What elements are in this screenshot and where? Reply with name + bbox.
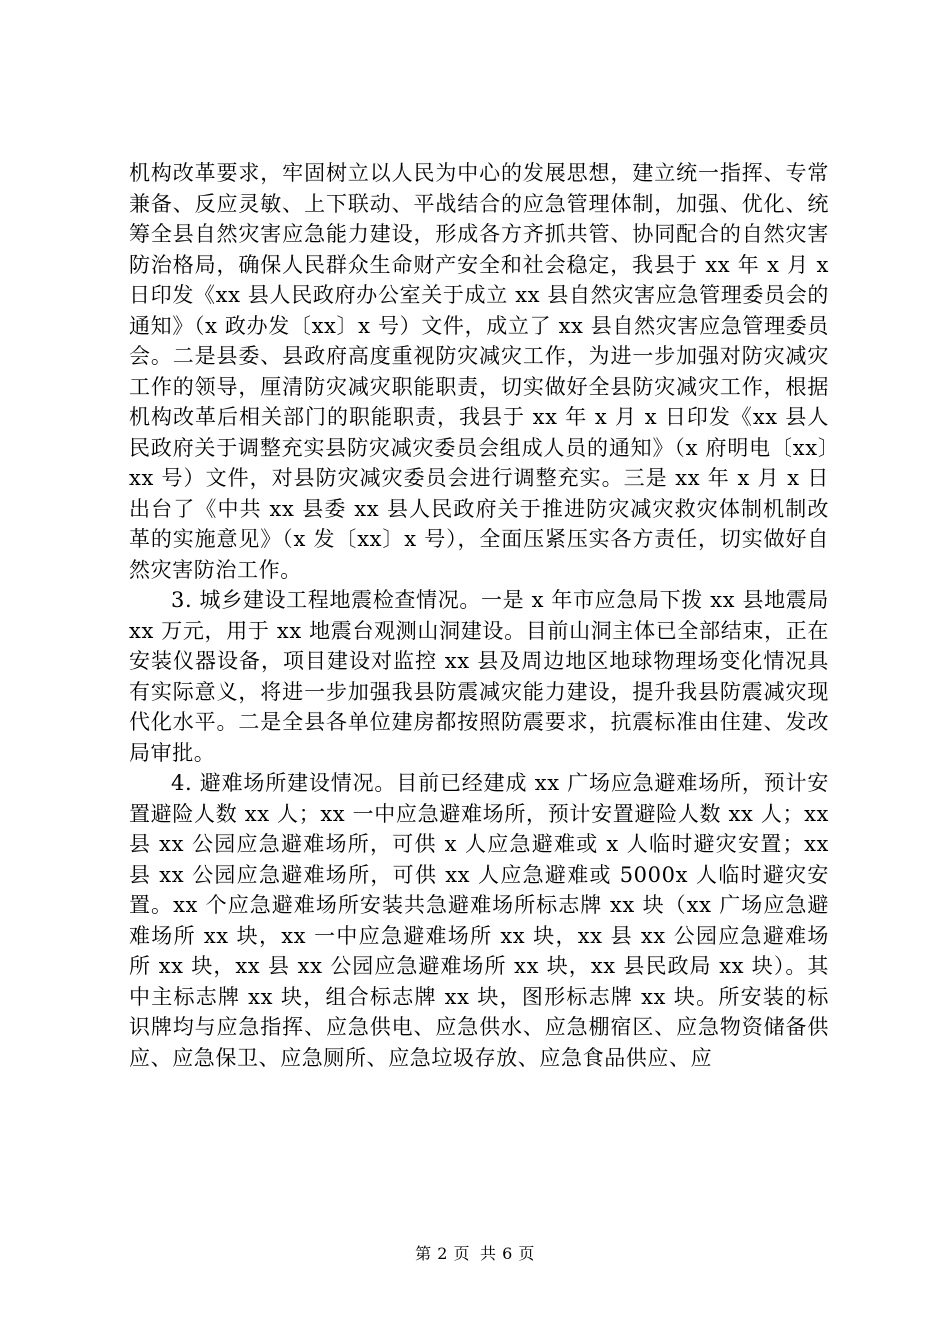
- document-body: [129, 158, 829, 1073]
- paragraph-1: 机构改革要求，牢固树立以人民为中心的发展思想，建立统一指挥、专常兼备、反应灵敏、上下联动、平战结合的应急管理体制，加强、优化、统筹全县自然灾害应急能力建设，形成各方齐抓共管、协同配合的自然灾害防治格局，确保人民群众生命财产安全和社会稳定，我县于 xx 年 x 月 x 日印发《xx 县人民政府办公室关于成立 xx 县自然灾害应急管理委员会的通知》（x 政办发〔xx〕x 号）文件，成立了 xx 县自然灾害应急管理委员会。二是县委、县政府高度重视防灾减灾工作，为进一步加强对防灾减灾工作的领导，厘清防灾减灾职能职责，切实做好全县防灾减灾工作，根据机构改革后相关部门的职能职责，我县于 xx 年 x 月 x 日印发《xx 县人民政府关于调整充实县防灾减灾委员会组成人员的通知》（x 府明电〔xx〕xx 号）文件，对县防灾减灾委员会进行调整充实。三是 xx 年 x 月 x 日出台了《中共 xx 县委 xx 县人民政府关于推进防灾减灾救灾体制机制改革的实施意见》（x 发〔xx〕x 号），全面压紧压实各方责任，切实做好自然灾害防治工作。: [129, 161, 829, 582]
- paragraph-2: 3. 城乡建设工程地震检查情况。一是 x 年市应急局下拨 xx 县地震局 xx 万元，用于 xx 地震台观测山洞建设。目前山洞主体已全部结束，正在安装仪器设备，项目建设对监控 xx 县及周边地区地球物理场变化情况具有实际意义，将进一步加强我县防震减灾能力建设，提升我县防震减灾现代化水平。二是全县各单位建房都按照防震要求，抗震标准由住建、发改局审批。: [129, 588, 829, 765]
- page-number: 第 2 页: [415, 1244, 470, 1263]
- page-total: 共 6 页: [480, 1244, 535, 1263]
- page-footer: [0, 1244, 950, 1264]
- paragraph-3: 4. 避难场所建设情况。目前已经建成 xx 广场应急避难场所，预计安置避险人数 xx 人；xx 一中应急避难场所，预计安置避险人数 xx 人；xx 县 xx 公园应急避难场所，可供 x 人应急避难或 x 人临时避灾安置；xx 县 xx 公园应急避难场所，可供 xx 人应急避难或 5000x 人临时避灾安置。xx 个应急避难场所安装共急避难场所标志牌 xx 块（xx 广场应急避难场所 xx 块，xx 一中应急避难场所 xx 块，xx 县 xx 公园应急避难场所 xx 块，xx 县 xx 公园应急避难场所 xx 块，xx 县民政局 xx 块）。其中主标志牌 xx 块，组合标志牌 xx 块，图形标志牌 xx 块。所安装的标识牌均与应急指挥、应急供电、应急供水、应急棚宿区、应急物资储备供应、应急保卫、应急厕所、应急垃圾存放、应急食品供应、应: [129, 771, 829, 1070]
